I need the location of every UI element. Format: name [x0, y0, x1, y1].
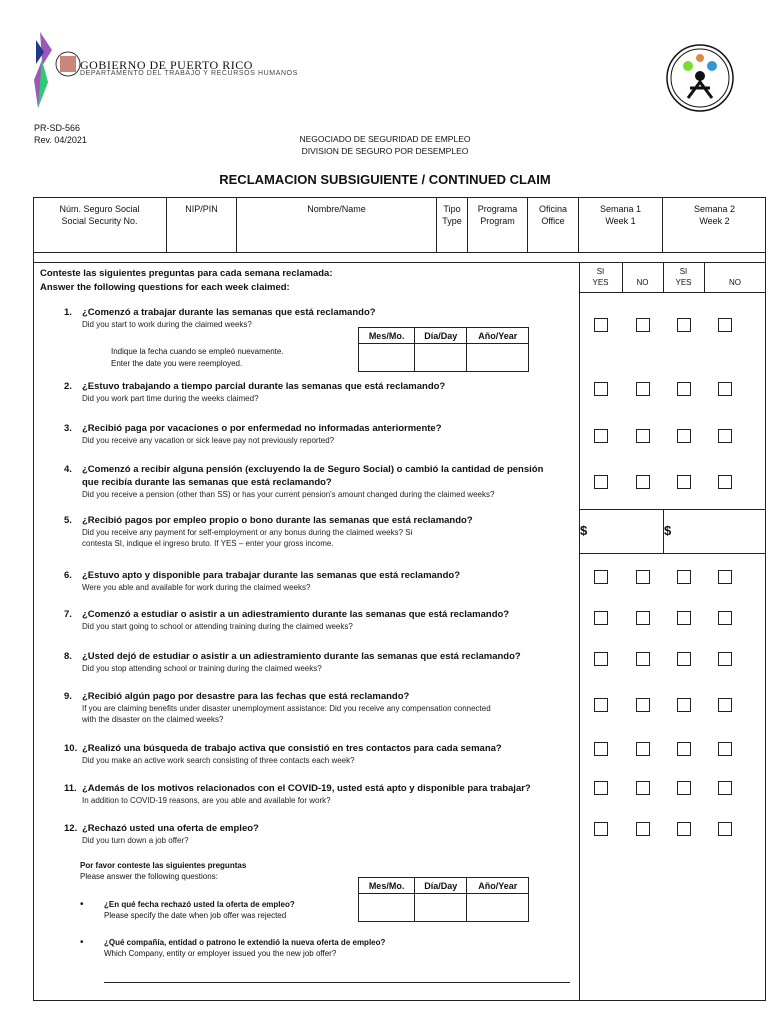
q7-week1-yes-checkbox[interactable] [594, 611, 608, 625]
q9-week2-no-checkbox[interactable] [718, 698, 732, 712]
q9-week2-yes-checkbox[interactable] [677, 698, 691, 712]
q11-week1-no-checkbox[interactable] [636, 781, 650, 795]
question-11: 11. ¿Además de los motivos relacionados con el COVID-19, usted está apto y disponible para trabajar? In addition to COVID-19 reasons, are you able and available for work? [64, 783, 531, 805]
q3-week1-yes-checkbox[interactable] [594, 429, 608, 443]
week1-field[interactable]: Semana 1 Week 1 [579, 197, 663, 252]
question-9: 9. ¿Recibió algún pago por desastre para las fechas que está reclamando? If you are claiming benefits under disaster unemployment assistance: Did you receive any compensation connected with the disaster on the claimed weeks? [64, 691, 491, 724]
week2-field[interactable]: Semana 2 Week 2 [693, 204, 736, 226]
question-2: 2. ¿Estuvo trabajando a tiempo parcial durante las semanas que está reclamando? Did you work part time during the weeks claimed? [64, 381, 446, 403]
q2-week1-yes-checkbox[interactable] [594, 382, 608, 396]
week1-no-header: NO [636, 278, 649, 287]
q7-week2-yes-checkbox[interactable] [677, 611, 691, 625]
q8-week1-no-checkbox[interactable] [636, 652, 650, 666]
q1-year-input[interactable] [467, 344, 529, 372]
name-field[interactable]: Nombre/Name [237, 197, 437, 252]
q3-week2-yes-checkbox[interactable] [677, 429, 691, 443]
q5-top-line [579, 509, 766, 510]
question-5: 5. ¿Recibió pagos por empleo propio o bono durante las semanas que está reclamando? Did you receive any payment for self-employment or any bonus during the claimed weeks? Si contesta SI, indique el ingreso bruto. If YES – enter your gross income. [64, 515, 473, 548]
question-8: 8. ¿Usted dejó de estudiar o asistir a un adiestramiento durante las semanas que está reclamando? Did you stop attending school or training during the claimed weeks? [64, 651, 521, 673]
q12-week2-no-checkbox[interactable] [718, 822, 732, 836]
q2-week1-no-checkbox[interactable] [636, 382, 650, 396]
form-title: RECLAMACION SUBSIGUIENTE / CONTINUED CLAIM [219, 172, 551, 187]
q2-week2-no-checkbox[interactable] [718, 382, 732, 396]
office-field[interactable]: Oficina Office [528, 197, 579, 252]
q2-week2-yes-checkbox[interactable] [677, 382, 691, 396]
week1-yes-header: SI YES [592, 267, 609, 287]
week2-income-input[interactable]: $ [664, 523, 672, 538]
q12-month-input[interactable] [359, 894, 415, 922]
form-code: PR-SD-566 Rev. 04/2021 [34, 123, 87, 145]
q1-week1-yes-checkbox[interactable] [594, 318, 608, 332]
header-divider [33, 252, 766, 253]
program-field[interactable]: Programa Program [468, 197, 528, 252]
q11-week2-yes-checkbox[interactable] [677, 781, 691, 795]
department-seal [666, 44, 734, 112]
q12-bullet-company: • ¿Qué compañía, entidad o patrono le extendió la nueva oferta de empleo? Which Company, entity or employer issued you the new job offer? [80, 937, 386, 958]
q7-week2-no-checkbox[interactable] [718, 611, 732, 625]
header-divider-2 [33, 262, 766, 263]
instructions: Conteste las siguientes preguntas para cada semana reclamada: Answer the following questions for each week claimed: [40, 268, 333, 293]
type-field[interactable]: Tipo Type [437, 197, 468, 252]
week1-income-input[interactable]: $ [580, 523, 588, 538]
q5-bottom-line [579, 553, 766, 554]
company-answer-line[interactable] [104, 982, 570, 983]
q9-week1-yes-checkbox[interactable] [594, 698, 608, 712]
q1-note: Indique la fecha cuando se empleó nuevamente. Enter the date you were reemployed. [111, 347, 284, 368]
week2-no-header: NO [729, 278, 741, 287]
q9-week1-no-checkbox[interactable] [636, 698, 650, 712]
pin-field[interactable]: NIP/PIN [167, 197, 237, 252]
q1-day-input[interactable] [415, 344, 467, 372]
department-name: DEPARTAMENTO DEL TRABAJO Y RECURSOS HUMANOS [80, 70, 298, 77]
q12-date-table: Mes/Mo. Día/Day Año/Year [358, 877, 529, 922]
q6-week2-yes-checkbox[interactable] [677, 570, 691, 584]
q12-day-input[interactable] [415, 894, 467, 922]
q12-year-input[interactable] [467, 894, 529, 922]
question-6: 6. ¿Estuvo apto y disponible para trabajar durante las semanas que está reclamando? Were you able and available for work during the claimed weeks? [64, 570, 461, 592]
government-name: GOBIERNO DE PUERTO RICO [80, 58, 253, 72]
q8-week1-yes-checkbox[interactable] [594, 652, 608, 666]
q8-week2-yes-checkbox[interactable] [677, 652, 691, 666]
q11-week2-no-checkbox[interactable] [718, 781, 732, 795]
q3-week1-no-checkbox[interactable] [636, 429, 650, 443]
q12-sub-instructions: Por favor conteste las siguientes preguntas Please answer the following questions: [80, 861, 247, 881]
q10-week1-yes-checkbox[interactable] [594, 742, 608, 756]
q3-week2-no-checkbox[interactable] [718, 429, 732, 443]
q12-bullet-date: • ¿En qué fecha rechazó usted la oferta de empleo? Please specify the date when job offer was rejected [80, 899, 295, 920]
q4-week2-yes-checkbox[interactable] [677, 475, 691, 489]
q10-week2-no-checkbox[interactable] [718, 742, 732, 756]
q10-week1-no-checkbox[interactable] [636, 742, 650, 756]
q12-week2-yes-checkbox[interactable] [677, 822, 691, 836]
q12-week1-yes-checkbox[interactable] [594, 822, 608, 836]
q7-week1-no-checkbox[interactable] [636, 611, 650, 625]
question-3: 3. ¿Recibió paga por vacaciones o por enfermedad no informadas anteriormente? Did you receive any vacation or sick leave pay not previously reported? [64, 423, 442, 445]
q1-week2-no-checkbox[interactable] [718, 318, 732, 332]
q10-week2-yes-checkbox[interactable] [677, 742, 691, 756]
q4-week2-no-checkbox[interactable] [718, 475, 732, 489]
q8-week2-no-checkbox[interactable] [718, 652, 732, 666]
q1-week2-yes-checkbox[interactable] [677, 318, 691, 332]
q6-week1-no-checkbox[interactable] [636, 570, 650, 584]
question-7: 7. ¿Comenzó a estudiar o asistir a un adiestramiento durante las semanas que está reclamando? Did you start going to school or attending training during the claimed weeks? [64, 609, 510, 631]
q1-week1-no-checkbox[interactable] [636, 318, 650, 332]
question-4: 4. ¿Comenzó a recibir alguna pensión (excluyendo la de Seguro Social) o cambió la cantidad de pensión que recibía durante las semanas que está reclamando? Did you receive a pension (other than SS) or has your current pension's amount changed during the claimed weeks? [64, 464, 544, 499]
question-12: 12. ¿Rechazó usted una oferta de empleo? Did you turn down a job offer? [64, 823, 259, 845]
q6-week1-yes-checkbox[interactable] [594, 570, 608, 584]
q12-week1-no-checkbox[interactable] [636, 822, 650, 836]
q4-week1-yes-checkbox[interactable] [594, 475, 608, 489]
q1-date-table: Mes/Mo. Día/Day Año/Year [358, 327, 529, 372]
q1-month-input[interactable] [359, 344, 415, 372]
q11-week1-yes-checkbox[interactable] [594, 781, 608, 795]
week2-yes-header: SI YES [675, 267, 692, 287]
agency-heading: NEGOCIADO DE SEGURIDAD DE EMPLEO DIVISION DE SEGURO POR DESEMPLEO [299, 134, 471, 156]
answer-header-divider [579, 292, 766, 293]
q4-week1-no-checkbox[interactable] [636, 475, 650, 489]
question-1: 1. ¿Comenzó a trabajar durante las semanas que está reclamando? Did you start to work during the claimed weeks? [64, 307, 376, 329]
q6-week2-no-checkbox[interactable] [718, 570, 732, 584]
answer-col-divider [579, 262, 580, 1001]
ssn-field[interactable]: Núm. Seguro Social Social Security No. [33, 197, 167, 252]
question-10: 10. ¿Realizó una búsqueda de trabajo activa que consistió en tres contactos para cada semana? Did you make an active work search consisting of three contacts each week? [64, 743, 502, 765]
